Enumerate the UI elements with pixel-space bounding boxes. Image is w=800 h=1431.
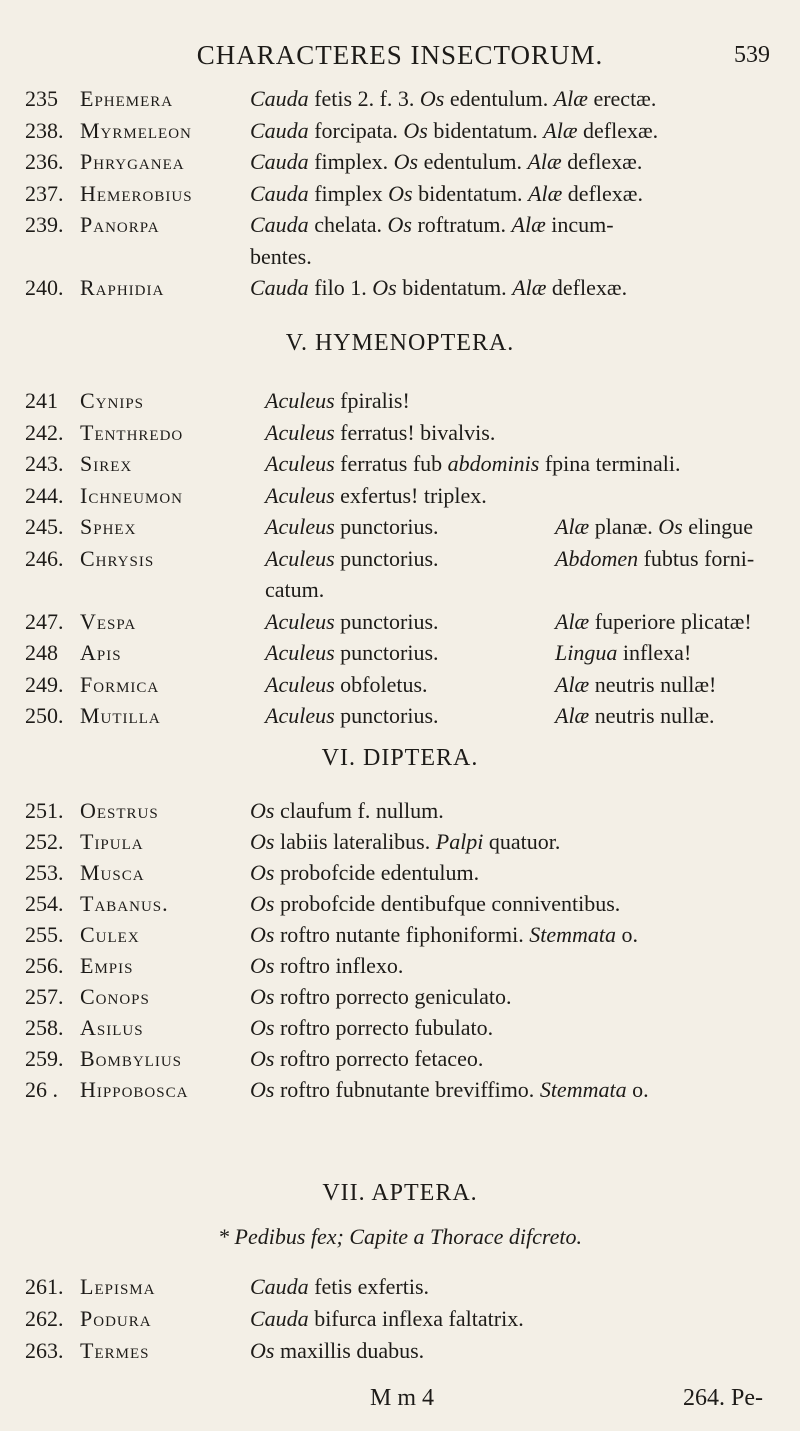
genus-name: Tipula	[80, 829, 144, 854]
page-number: 539	[734, 42, 770, 68]
list-item	[0, 84, 800, 114]
genus-name: Chrysis	[80, 545, 155, 571]
running-head	[0, 34, 800, 74]
character-secondary: Abdomen fubtus forni-	[555, 545, 755, 571]
signature-mark: M m 4	[370, 1385, 435, 1411]
character-text: Cauda fetis 2. f. 3. Os edentulum. Alæ erectæ.	[250, 86, 657, 111]
genus-name: Hemerobius	[80, 180, 193, 206]
entry-number: 26 .	[25, 1077, 58, 1102]
list-item	[0, 575, 800, 605]
list-item	[0, 858, 800, 888]
character-primary: Aculeus punctorius.	[265, 608, 439, 634]
genus-name: Culex	[80, 922, 140, 947]
genus-name: Vespa	[80, 608, 137, 634]
list-item	[0, 179, 800, 209]
entry-number: 247.	[25, 608, 64, 634]
genus-name: Asilus	[80, 1015, 144, 1040]
genus-name: Phryganea	[80, 149, 185, 174]
list-item	[0, 1075, 800, 1105]
list-item	[0, 951, 800, 981]
genus-name: Tenthredo	[80, 419, 184, 445]
list-item	[0, 481, 800, 511]
character-primary: Aculeus ferratus! bivalvis.	[265, 419, 496, 445]
entry-number: 246.	[25, 545, 64, 571]
entry-number: 243.	[25, 451, 64, 476]
entry-number: 248	[25, 640, 58, 665]
character-primary: Aculeus obfoletus.	[265, 671, 428, 697]
list-item	[0, 889, 800, 919]
entry-number: 251.	[25, 798, 64, 823]
page-footer	[0, 1385, 800, 1415]
character-primary: Aculeus punctorius.	[265, 514, 439, 539]
entry-number: 237.	[25, 180, 64, 206]
genus-name: Podura	[80, 1306, 152, 1331]
genus-name: Formica	[80, 671, 160, 697]
list-item	[0, 796, 800, 826]
character-secondary: Alæ planæ. Os elingue	[555, 514, 754, 539]
character-secondary: Alæ fuperiore plicatæ!	[555, 608, 752, 634]
genus-name: Bombylius	[80, 1046, 183, 1071]
list-item	[0, 449, 800, 479]
character-primary: Aculeus ferratus fub abdominis fpina terminali.	[265, 451, 681, 476]
list-item	[0, 982, 800, 1012]
list-item	[0, 386, 800, 416]
genus-name: Tabanus.	[80, 891, 169, 916]
character-text: Os roftro inflexo.	[250, 953, 404, 978]
entry-number: 235	[25, 86, 58, 111]
character-text: Os claufum f. nullum.	[250, 798, 444, 823]
list-item	[0, 1272, 800, 1302]
character-primary: Aculeus punctorius.	[265, 703, 439, 728]
list-item	[0, 638, 800, 668]
character-text: Os maxillis duabus.	[250, 1338, 425, 1363]
running-title: CHARACTERES INSECTORUM.	[196, 40, 604, 70]
character-text: Os probofcide edentulum.	[250, 860, 480, 885]
list-item	[0, 1044, 800, 1074]
genus-name: Ichneumon	[80, 482, 183, 508]
character-primary: Aculeus punctorius.	[265, 545, 439, 571]
entry-number: 250.	[25, 703, 64, 728]
list-item	[0, 273, 800, 303]
list-item	[0, 512, 800, 542]
character-text: Cauda fetis exfertis.	[250, 1274, 430, 1299]
entry-number: 238.	[25, 117, 64, 143]
character-text: Os roftro porrecto fetaceo.	[250, 1046, 484, 1071]
section-vii-heading: VII. APTERA.	[322, 1180, 478, 1206]
character-text: Cauda forcipata. Os bidentatum. Alæ deflexæ.	[250, 117, 659, 143]
entry-number: 249.	[25, 671, 64, 697]
character-text: Cauda fimplex. Os edentulum. Alæ deflexæ.	[250, 149, 643, 174]
section-v-heading: V. HYMENOPTERA.	[285, 330, 515, 356]
genus-name: Sphex	[80, 514, 137, 539]
entry-number: 259.	[25, 1046, 64, 1071]
entry-number: 254.	[25, 891, 64, 916]
entry-number: 252.	[25, 829, 64, 854]
catchword: 264. Pe-	[683, 1385, 763, 1411]
character-secondary: Lingua inflexa!	[555, 640, 692, 665]
entry-number: 258.	[25, 1015, 64, 1040]
genus-name: Raphidia	[80, 275, 165, 300]
entry-number: 262.	[25, 1306, 64, 1331]
genus-name: Sirex	[80, 451, 133, 476]
entry-number: 261.	[25, 1274, 64, 1299]
genus-name: Mutilla	[80, 703, 161, 728]
list-item	[0, 670, 800, 700]
entry-number: 257.	[25, 984, 64, 1009]
character-text: Os probofcide dentibufque conniventibus.	[250, 891, 621, 916]
section-vii-subheading: * Pedibus fex; Capite a Thorace difcreto.	[218, 1224, 582, 1249]
list-item	[0, 147, 800, 177]
entry-number: 253.	[25, 860, 64, 885]
character-primary: Aculeus punctorius.	[265, 640, 439, 665]
list-item	[0, 210, 800, 240]
genus-name: Cynips	[80, 388, 145, 413]
character-text: Os roftro fubnutante breviffimo. Stemmata o.	[250, 1077, 649, 1102]
genus-name: Conops	[80, 984, 150, 1009]
genus-name: Termes	[80, 1338, 150, 1363]
entry-number: 263.	[25, 1338, 64, 1363]
genus-name: Hippobosca	[80, 1077, 189, 1102]
list-item	[0, 827, 800, 857]
character-text: Cauda bifurca inflexa faltatrix.	[250, 1306, 524, 1331]
entry-number: 255.	[25, 922, 64, 947]
genus-name: Musca	[80, 860, 145, 885]
character-text: Cauda fimplex Os bidentatum. Alæ deflexæ.	[250, 180, 643, 206]
genus-name: Oestrus	[80, 798, 159, 823]
entry-number: 256.	[25, 953, 64, 978]
list-item	[0, 544, 800, 574]
genus-name: Ephemera	[80, 86, 174, 111]
genus-name: Panorpa	[80, 212, 160, 237]
character-text: Cauda filo 1. Os bidentatum. Alæ deflexæ.	[250, 275, 628, 300]
genus-name: Myrmeleon	[80, 117, 192, 143]
character-text: bentes.	[250, 243, 312, 269]
section-vi-heading: VI. DIPTERA.	[321, 745, 479, 771]
character-text: Os roftro porrecto fubulato.	[250, 1015, 494, 1040]
list-item	[0, 920, 800, 950]
list-item	[0, 607, 800, 637]
entry-number: 244.	[25, 482, 64, 508]
character-text: Os labiis lateralibus. Palpi quatuor.	[250, 829, 561, 854]
list-item	[0, 116, 800, 146]
list-item	[0, 242, 800, 272]
list-item	[0, 418, 800, 448]
list-item	[0, 1304, 800, 1334]
list-item	[0, 1336, 800, 1366]
entry-number: 240.	[25, 275, 64, 300]
character-text: Os roftro porrecto geniculato.	[250, 984, 512, 1009]
genus-name: Apis	[80, 640, 122, 665]
entry-number: 241	[25, 388, 58, 413]
entry-number: 242.	[25, 419, 64, 445]
genus-name: Lepisma	[80, 1274, 156, 1299]
character-text: Cauda chelata. Os roftratum. Alæ incum-	[250, 212, 614, 237]
list-item	[0, 1013, 800, 1043]
character-secondary: Alæ neutris nullæ!	[555, 671, 717, 697]
entry-number: 239.	[25, 212, 64, 237]
entry-number: 236.	[25, 149, 64, 174]
character-secondary: Alæ neutris nullæ.	[555, 703, 715, 728]
genus-name: Empis	[80, 953, 134, 978]
character-primary: Aculeus exfertus! triplex.	[265, 482, 487, 508]
character-primary: catum.	[265, 577, 325, 602]
character-primary: Aculeus fpiralis!	[265, 388, 410, 413]
entry-number: 245.	[25, 514, 64, 539]
character-text: Os roftro nutante fiphoniformi. Stemmata o.	[250, 922, 638, 947]
list-item	[0, 701, 800, 731]
